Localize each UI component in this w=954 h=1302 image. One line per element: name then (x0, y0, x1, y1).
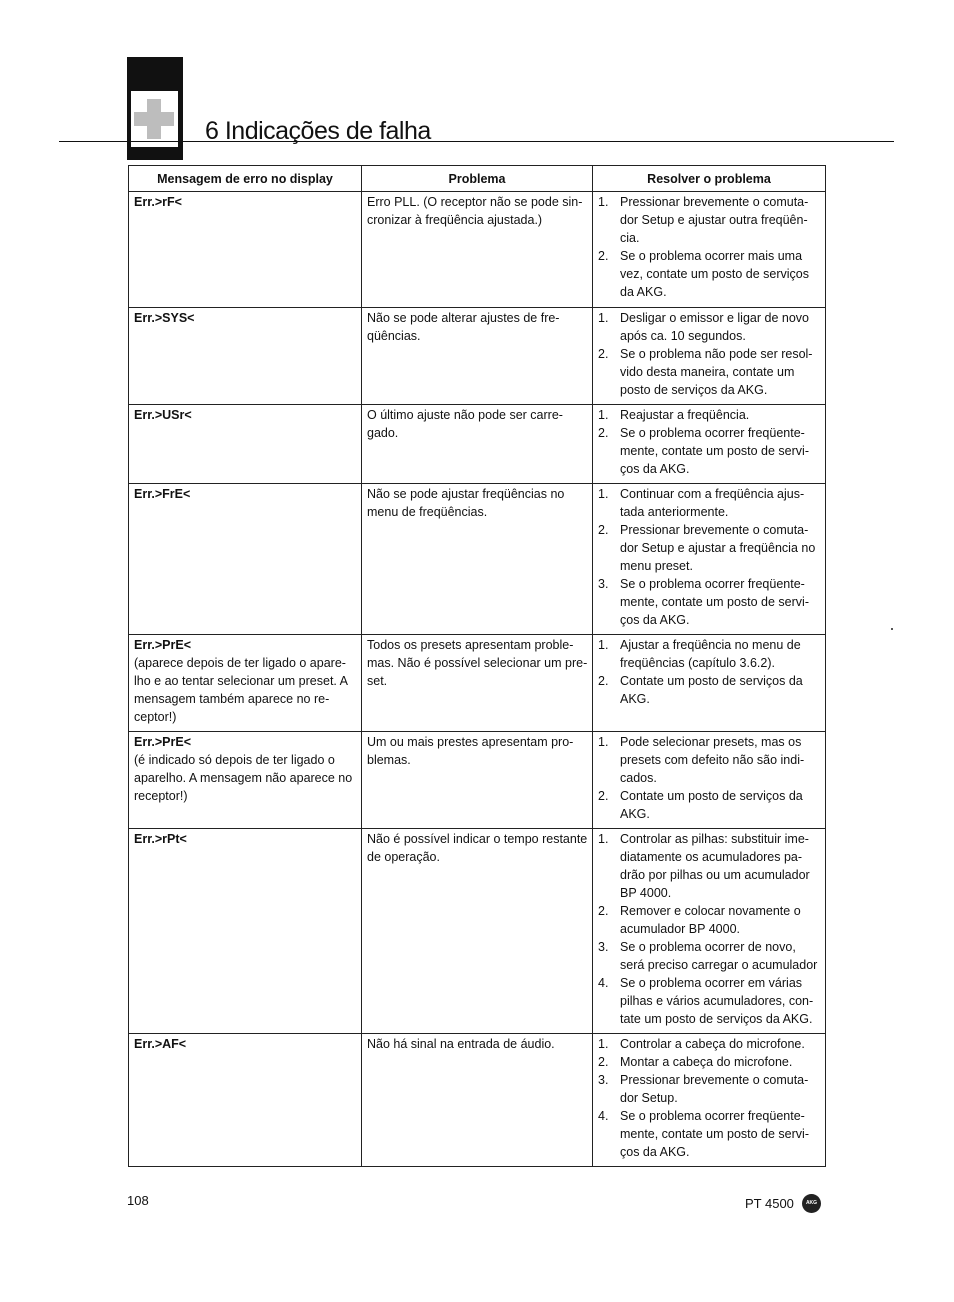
step-text: Se o problema não pode ser resol-vido desta maneira, contate um posto de serviços da AKG. (620, 347, 813, 397)
error-message-cell (129, 732, 362, 829)
problem-cell: Um ou mais prestes apresentam pro-blemas. (362, 732, 593, 829)
column-header-message: Mensagem de erro no display (129, 166, 362, 192)
list-item (598, 636, 821, 672)
step-text: Controlar a cabeça do microfone. (620, 1037, 805, 1051)
problem-cell: Todos os presets apresentam proble-mas. Não é possível selecionar um pre-set. (362, 635, 593, 732)
model-name: PT 4500 (745, 1196, 794, 1211)
problem-cell: Não se pode alterar ajustes de fre-qüências. (362, 308, 593, 405)
solution-cell (593, 1034, 826, 1167)
list-item (598, 424, 821, 478)
step-number: 3. (598, 940, 609, 954)
list-item (598, 1053, 821, 1071)
step-number: 4. (598, 1109, 609, 1123)
column-header-solution: Resolver o problema (593, 166, 826, 192)
list-item (598, 521, 821, 575)
step-number: 2. (598, 904, 609, 918)
step-text: Pressionar brevemente o comuta-dor Setup. (620, 1073, 809, 1105)
step-text: Pode selecionar presets, mas os presets com defeito não são indi-cados. (620, 735, 805, 785)
step-number: 1. (598, 832, 609, 846)
table-row (129, 308, 826, 405)
step-text: Se o problema ocorrer mais uma vez, contate um posto de serviços da AKG. (620, 249, 809, 299)
error-code: Err.>USr< (134, 408, 192, 422)
table-header-row (129, 166, 826, 192)
step-number: 1. (598, 1037, 609, 1051)
step-text: Controlar as pilhas: substituir ime-diatamente os acumuladores pa-drão por pilhas ou um acumulador BP 4000. (620, 832, 810, 900)
akg-logo-icon: AKG (802, 1194, 821, 1213)
solution-cell (593, 732, 826, 829)
table-row (129, 192, 826, 308)
step-number: 1. (598, 195, 609, 209)
step-text: Se o problema ocorrer freqüente-mente, contate um posto de servi-ços da AKG. (620, 577, 809, 627)
list-item (598, 309, 821, 345)
error-code: Err.>FrE< (134, 487, 191, 501)
step-number: 3. (598, 577, 609, 591)
step-number: 2. (598, 1055, 609, 1069)
error-code: Err.>PrE< (134, 735, 191, 749)
table-row (129, 829, 826, 1034)
error-code: Err.>PrE< (134, 638, 191, 652)
step-text: Se o problema ocorrer freqüente-mente, contate um posto de servi-ços da AKG. (620, 426, 809, 476)
error-message-cell (129, 484, 362, 635)
solution-cell (593, 192, 826, 308)
error-message-cell (129, 192, 362, 308)
solution-steps (598, 485, 821, 629)
step-text: Pressionar brevemente o comuta-dor Setup e ajustar outra freqüên-cia. (620, 195, 809, 245)
list-item (598, 733, 821, 787)
step-number: 2. (598, 249, 609, 263)
step-text: Contate um posto de serviços da AKG. (620, 789, 803, 821)
table-row (129, 484, 826, 635)
table-row (129, 732, 826, 829)
solution-steps (598, 733, 821, 823)
error-note: (aparece depois de ter ligado o apare-lho e ao tentar selecionar um preset. A mensagem também aparece no re-ceptor!) (134, 656, 348, 724)
step-number: 2. (598, 523, 609, 537)
list-item (598, 938, 821, 974)
solution-cell (593, 308, 826, 405)
list-item (598, 1071, 821, 1107)
step-text: Se o problema ocorrer de novo, será preciso carregar o acumulador (620, 940, 818, 972)
step-number: 2. (598, 674, 609, 688)
step-text: Remover e colocar novamente o acumulador BP 4000. (620, 904, 801, 936)
step-number: 2. (598, 789, 609, 803)
stray-mark (891, 628, 893, 630)
list-item (598, 406, 821, 424)
list-item (598, 1035, 821, 1053)
solution-cell (593, 484, 826, 635)
list-item (598, 787, 821, 823)
problem-cell: Não é possível indicar o tempo restante de operação. (362, 829, 593, 1034)
step-text: Ajustar a freqüência no menu de freqüências (capítulo 3.6.2). (620, 638, 801, 670)
step-number: 2. (598, 347, 609, 361)
error-message-cell (129, 405, 362, 484)
step-number: 4. (598, 976, 609, 990)
list-item (598, 830, 821, 902)
step-number: 3. (598, 1073, 609, 1087)
error-message-cell (129, 829, 362, 1034)
solution-steps (598, 1035, 821, 1161)
error-table (128, 165, 826, 1167)
step-number: 1. (598, 638, 609, 652)
solution-steps (598, 193, 821, 301)
error-message-cell (129, 1034, 362, 1167)
problem-cell: Erro PLL. (O receptor não se pode sin-cronizar à freqüência ajustada.) (362, 192, 593, 308)
list-item (598, 902, 821, 938)
list-item (598, 974, 821, 1028)
problem-cell: Não se pode ajustar freqüências no menu de freqüências. (362, 484, 593, 635)
step-text: Se o problema ocorrer em várias pilhas e vários acumuladores, con-tate um posto de serviços da AKG. (620, 976, 814, 1026)
solution-cell (593, 829, 826, 1034)
solution-steps (598, 830, 821, 1028)
error-code: Err.>rPt< (134, 832, 187, 846)
error-note: (é indicado só depois de ter ligado o aparelho. A mensagem não aparece no receptor!) (134, 753, 353, 803)
problem-cell: Não há sinal na entrada de áudio. (362, 1034, 593, 1167)
list-item (598, 672, 821, 708)
solution-cell (593, 405, 826, 484)
solution-steps (598, 406, 821, 478)
error-code: Err.>rF< (134, 195, 182, 209)
list-item (598, 247, 821, 301)
solution-steps (598, 636, 821, 708)
step-text: Desligar o emissor e ligar de novo após ca. 10 segundos. (620, 311, 809, 343)
step-text: Reajustar a freqüência. (620, 408, 750, 422)
page-number: 108 (127, 1193, 149, 1208)
error-message-cell (129, 308, 362, 405)
error-code: Err.>SYS< (134, 311, 195, 325)
step-number: 1. (598, 735, 609, 749)
cross-icon-bar (134, 112, 174, 126)
step-text: Se o problema ocorrer freqüente-mente, contate um posto de servi-ços da AKG. (620, 1109, 809, 1159)
list-item (598, 1107, 821, 1161)
step-text: Contate um posto de serviços da AKG. (620, 674, 803, 706)
column-header-problem: Problema (362, 166, 593, 192)
list-item (598, 193, 821, 247)
step-number: 1. (598, 487, 609, 501)
error-code: Err.>AF< (134, 1037, 187, 1051)
step-number: 1. (598, 311, 609, 325)
step-number: 2. (598, 426, 609, 440)
table-row (129, 635, 826, 732)
problem-cell: O último ajuste não pode ser carre-gado. (362, 405, 593, 484)
step-number: 1. (598, 408, 609, 422)
solution-cell (593, 635, 826, 732)
table-row (129, 1034, 826, 1167)
step-text: Continuar com a freqüência ajus-tada anteriormente. (620, 487, 805, 519)
list-item (598, 575, 821, 629)
page-title: 6 Indicações de falha (205, 117, 431, 145)
step-text: Montar a cabeça do microfone. (620, 1055, 793, 1069)
table-row (129, 405, 826, 484)
list-item (598, 345, 821, 399)
step-text: Pressionar brevemente o comuta-dor Setup e ajustar a freqüência no menu preset. (620, 523, 816, 573)
list-item (598, 485, 821, 521)
header-rule (59, 141, 894, 142)
error-message-cell (129, 635, 362, 732)
solution-steps (598, 309, 821, 399)
